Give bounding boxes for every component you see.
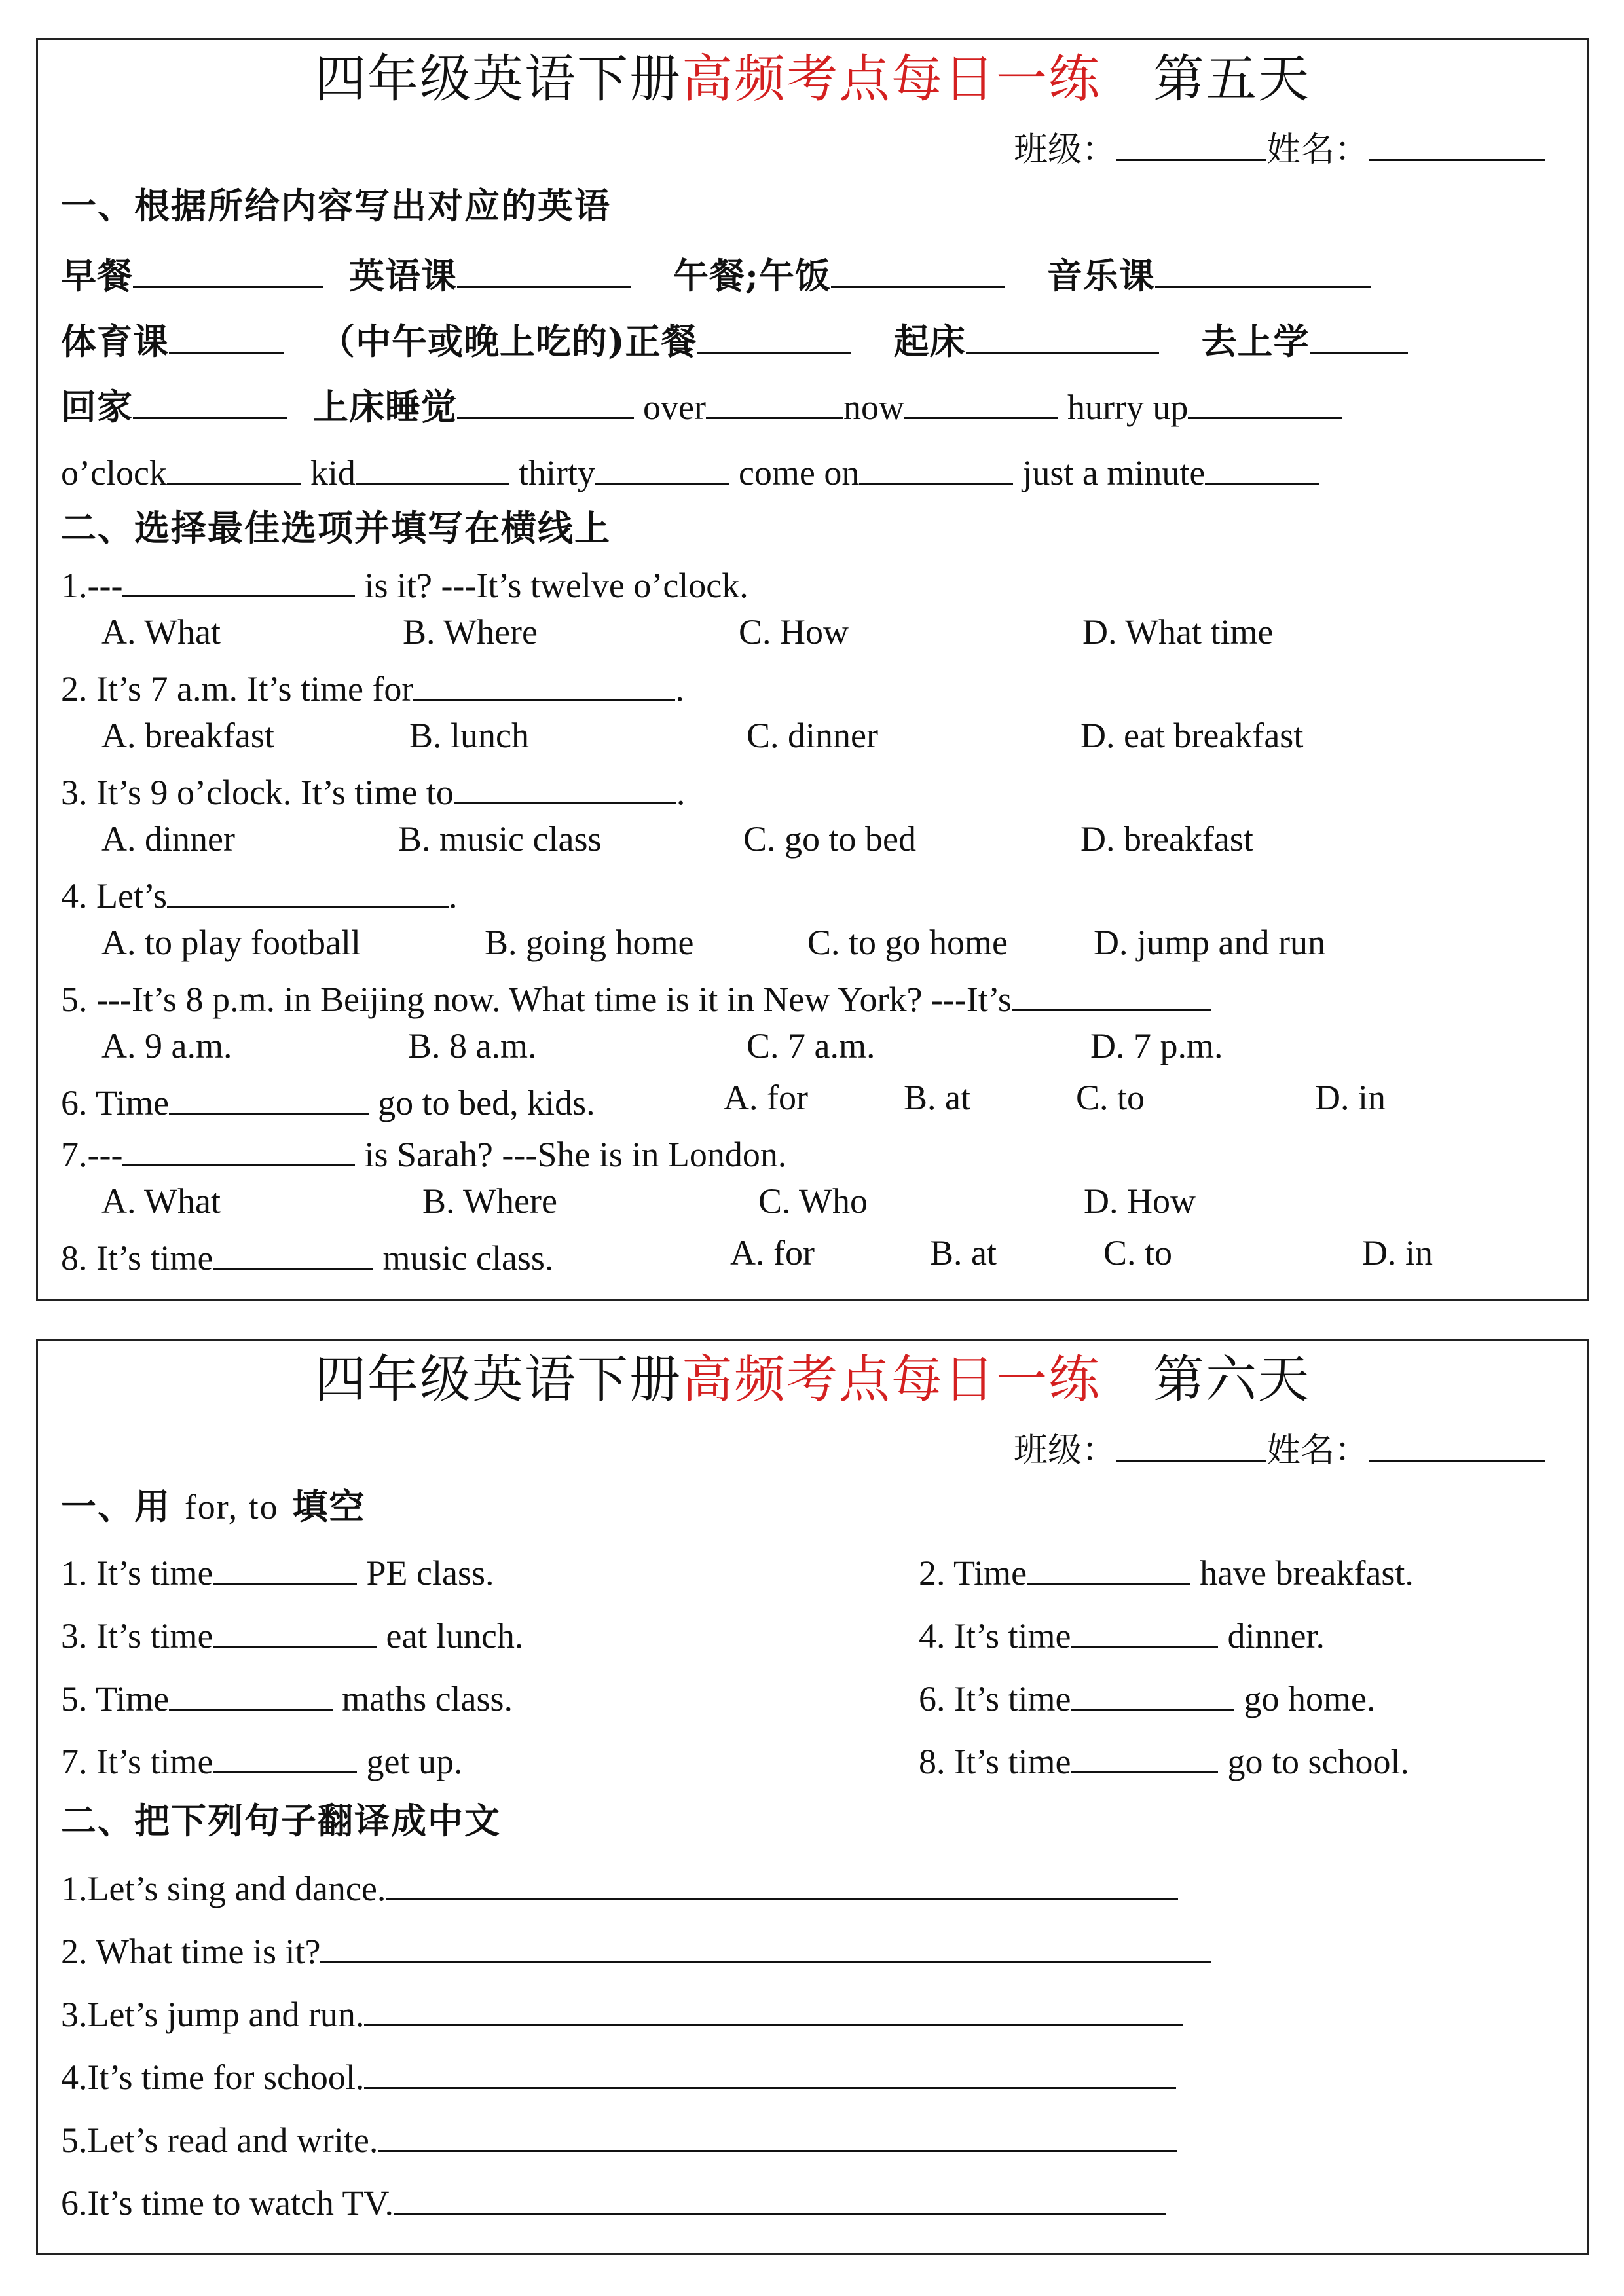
answer-blank[interactable]	[213, 1545, 357, 1585]
fill-text: 1. It’s time	[61, 1553, 213, 1593]
fill-text: 3. It’s time	[61, 1616, 213, 1656]
question-text: go to bed, kids.	[378, 1083, 595, 1122]
vocab-item: kid	[310, 453, 356, 492]
fill-text: 8. It’s time	[919, 1742, 1071, 1781]
translate-item-4	[61, 2048, 1176, 2100]
question-text: .	[448, 876, 458, 916]
translate-item-1	[61, 1859, 1178, 1912]
answer-blank[interactable]	[133, 379, 287, 419]
option-b[interactable]: B. music class	[398, 819, 602, 859]
translate-text: 5.Let’s read and write.	[61, 2120, 378, 2160]
question-text: 4. Let’s	[61, 876, 167, 916]
option-a[interactable]: A. What	[101, 612, 221, 652]
fill-text: 5. Time	[61, 1679, 170, 1718]
option-c[interactable]: C. to	[1103, 1233, 1173, 1272]
answer-blank[interactable]	[167, 868, 449, 908]
option-c[interactable]: C. to go home	[807, 923, 1008, 962]
vocab-item: come on	[738, 453, 860, 492]
translate-item-2	[61, 1922, 1211, 1974]
answer-blank[interactable]	[1205, 445, 1320, 485]
answer-blank[interactable]	[697, 314, 851, 354]
option-d[interactable]: D. What time	[1082, 612, 1274, 652]
question-text: 2. It’s 7 a.m. It’s time for	[61, 669, 414, 709]
answer-blank[interactable]	[904, 379, 1058, 419]
option-c[interactable]: C. How	[739, 612, 849, 652]
answer-blank[interactable]	[213, 1230, 373, 1270]
question-text: 7.---	[61, 1135, 123, 1174]
day6-worksheet	[36, 1339, 1589, 2255]
option-d[interactable]: D. eat breakfast	[1080, 716, 1304, 755]
title-black: 四年级英语下册	[314, 1350, 682, 1409]
option-c[interactable]: C. 7 a.m.	[747, 1026, 876, 1065]
fill-text: have breakfast.	[1200, 1553, 1414, 1593]
section-title-part: for, to	[184, 1487, 279, 1527]
fill-item-6	[919, 1671, 1375, 1722]
option-b[interactable]: B. 8 a.m.	[408, 1026, 537, 1065]
answer-blank[interactable]	[859, 445, 1013, 485]
option-b[interactable]: B. at	[904, 1078, 970, 1117]
title-red: 高频考点每日一练	[681, 50, 1101, 109]
answer-blank[interactable]	[169, 1075, 369, 1115]
section-title-part: 填空	[292, 1485, 366, 1527]
vocab-item: 早餐	[61, 255, 133, 297]
translate-text: 2. What time is it?	[61, 1932, 321, 1971]
question-text: .	[676, 773, 686, 812]
fill-item-8	[919, 1733, 1409, 1785]
option-a[interactable]: A. for	[730, 1233, 815, 1272]
question-1	[61, 557, 748, 608]
option-a[interactable]: A. breakfast	[101, 716, 274, 755]
day6-section2-title: 二、把下列句子翻译成中文	[61, 1800, 501, 1842]
answer-blank[interactable]	[386, 1859, 1178, 1900]
question-7	[61, 1126, 786, 1177]
answer-blank[interactable]	[1071, 1608, 1218, 1648]
option-a[interactable]: A. to play football	[101, 923, 361, 962]
answer-blank[interactable]	[1012, 971, 1211, 1011]
fill-text: eat lunch.	[386, 1616, 524, 1656]
fill-item-2	[919, 1545, 1414, 1596]
translate-text: 4.It’s time for school.	[61, 2058, 365, 2097]
translate-item-5	[61, 2111, 1177, 2163]
name-blank[interactable]	[1369, 1422, 1545, 1462]
answer-blank[interactable]	[213, 1733, 357, 1773]
answer-blank[interactable]	[966, 314, 1159, 354]
vocab-item: （中午或晚上吃的)正餐	[320, 320, 697, 362]
class-blank[interactable]	[1116, 121, 1266, 161]
option-c[interactable]: C. go to bed	[743, 819, 916, 859]
option-d[interactable]: D. in	[1362, 1233, 1433, 1272]
fill-text: go to school.	[1227, 1742, 1409, 1781]
question-text: 6. Time	[61, 1083, 170, 1122]
question-text: 1.---	[61, 566, 123, 605]
option-d[interactable]: D. 7 p.m.	[1090, 1026, 1223, 1065]
answer-blank[interactable]	[1188, 379, 1342, 419]
vocab-item: 起床	[893, 320, 966, 362]
vocab-item: just a minute	[1022, 453, 1206, 492]
answer-blank[interactable]	[1027, 1545, 1190, 1585]
answer-blank[interactable]	[831, 248, 1005, 288]
question-text: 8. It’s time	[61, 1238, 213, 1278]
answer-blank[interactable]	[457, 379, 634, 419]
question-text: is Sarah? ---She is in London.	[364, 1135, 787, 1174]
vocab-item: 体育课	[61, 320, 169, 362]
day5-section2-title: 二、选择最佳选项并填写在横线上	[61, 507, 611, 549]
question-8	[61, 1230, 553, 1281]
option-d[interactable]: D. in	[1315, 1078, 1386, 1117]
question-text: music class.	[382, 1238, 554, 1278]
option-a[interactable]: A. for	[724, 1078, 808, 1117]
fill-text: 7. It’s time	[61, 1742, 213, 1781]
question-text: is it? ---It’s twelve o’clock.	[364, 566, 748, 605]
fill-text: 6. It’s time	[919, 1679, 1071, 1718]
option-b[interactable]: B. Where	[422, 1181, 557, 1221]
question-5	[61, 971, 1211, 1022]
answer-blank[interactable]	[378, 2111, 1177, 2152]
title-black: 四年级英语下册	[314, 50, 682, 109]
answer-blank[interactable]	[122, 1126, 355, 1166]
vocab-item: 回家	[61, 386, 133, 428]
question-text: 5. ---It’s 8 p.m. in Beijing now. What time is it in New York? ---It’s	[61, 980, 1012, 1019]
translate-item-6	[61, 2174, 1166, 2226]
option-c[interactable]: C. dinner	[747, 716, 878, 755]
option-d[interactable]: D. jump and run	[1094, 923, 1325, 962]
day6-title	[38, 1347, 1587, 1413]
option-b[interactable]: B. lunch	[409, 716, 529, 755]
day5-section1-title: 一、根据所给内容写出对应的英语	[61, 185, 611, 227]
answer-blank[interactable]	[213, 1608, 377, 1648]
question-4	[61, 868, 457, 919]
fill-text: maths class.	[342, 1679, 513, 1718]
translate-text: 3.Let’s jump and run.	[61, 1995, 365, 2034]
answer-blank[interactable]	[413, 661, 675, 701]
vocab-item: now	[843, 388, 904, 427]
vocab-row-4	[61, 445, 1320, 496]
option-a[interactable]: A. 9 a.m.	[101, 1026, 232, 1065]
day6-section1-title	[61, 1483, 365, 1530]
fill-item-5	[61, 1671, 513, 1722]
answer-blank[interactable]	[1071, 1733, 1218, 1773]
question-text: 3. It’s 9 o’clock. It’s time to	[61, 773, 454, 812]
option-d[interactable]: D. breakfast	[1080, 819, 1253, 859]
answer-blank[interactable]	[394, 2174, 1166, 2215]
vocab-item: 英语课	[349, 255, 457, 297]
answer-blank[interactable]	[167, 445, 301, 485]
day5-worksheet	[36, 38, 1589, 1301]
answer-blank[interactable]	[364, 1985, 1183, 2026]
vocab-item: over	[643, 388, 706, 427]
day5-class-name-row	[1014, 121, 1545, 174]
translate-text: 1.Let’s sing and dance.	[61, 1869, 386, 1908]
vocab-row-3	[61, 379, 1342, 430]
answer-blank[interactable]	[364, 2048, 1176, 2089]
fill-text: dinner.	[1227, 1616, 1325, 1656]
fill-item-3	[61, 1608, 523, 1659]
fill-item-4	[919, 1608, 1325, 1659]
vocab-item: 音乐课	[1046, 255, 1155, 297]
answer-blank[interactable]	[169, 1671, 333, 1711]
vocab-item: thirty	[518, 453, 595, 492]
question-2	[61, 661, 684, 712]
vocab-item: 上床睡觉	[313, 386, 457, 428]
option-b[interactable]: B. at	[930, 1233, 997, 1272]
fill-item-7	[61, 1733, 462, 1785]
vocab-item: hurry up	[1067, 388, 1189, 427]
vocab-row-2	[61, 314, 1408, 365]
section-title-part: 一、用	[61, 1485, 171, 1527]
question-6	[61, 1075, 595, 1126]
option-b[interactable]: B. going home	[485, 923, 694, 962]
answer-blank[interactable]	[454, 764, 676, 804]
answer-blank[interactable]	[457, 248, 631, 288]
answer-blank[interactable]	[169, 314, 284, 354]
translate-item-3	[61, 1985, 1183, 2037]
class-blank[interactable]	[1116, 1422, 1266, 1462]
option-c[interactable]: C. Who	[758, 1181, 868, 1221]
fill-text: 4. It’s time	[919, 1616, 1071, 1656]
option-d[interactable]: D. How	[1084, 1181, 1196, 1221]
answer-blank[interactable]	[1310, 314, 1408, 354]
option-a[interactable]: A. What	[101, 1181, 221, 1221]
title-day: 第五天	[1153, 50, 1311, 109]
translate-text: 6.It’s time to watch TV.	[61, 2183, 394, 2223]
answer-blank[interactable]	[1155, 248, 1371, 288]
option-a[interactable]: A. dinner	[101, 819, 235, 859]
answer-blank[interactable]	[133, 248, 323, 288]
answer-blank[interactable]	[706, 379, 843, 419]
day5-title	[38, 46, 1587, 112]
fill-text: PE class.	[366, 1553, 494, 1593]
question-text: .	[675, 669, 684, 709]
option-b[interactable]: B. Where	[403, 612, 538, 652]
fill-text: go home.	[1244, 1679, 1376, 1718]
name-label: 姓名：	[1266, 1432, 1369, 1470]
title-day: 第六天	[1153, 1350, 1311, 1409]
answer-blank[interactable]	[122, 557, 355, 597]
name-label: 姓名：	[1266, 132, 1369, 169]
answer-blank[interactable]	[356, 445, 509, 485]
vocab-item: o’clock	[61, 453, 167, 492]
answer-blank[interactable]	[595, 445, 729, 485]
fill-item-1	[61, 1545, 494, 1596]
class-label: 班级：	[1014, 132, 1116, 169]
day6-class-name-row	[1014, 1422, 1545, 1474]
class-label: 班级：	[1014, 1432, 1116, 1470]
fill-text: 2. Time	[919, 1553, 1027, 1593]
answer-blank[interactable]	[1071, 1671, 1234, 1711]
option-c[interactable]: C. to	[1076, 1078, 1145, 1117]
vocab-item: 去上学	[1201, 320, 1310, 362]
vocab-item: 午餐;午饭	[673, 255, 831, 297]
answer-blank[interactable]	[320, 1922, 1211, 1963]
fill-text: get up.	[366, 1742, 463, 1781]
title-red: 高频考点每日一练	[681, 1350, 1101, 1409]
question-3	[61, 764, 685, 815]
name-blank[interactable]	[1369, 121, 1545, 161]
vocab-row-1	[61, 248, 1371, 299]
